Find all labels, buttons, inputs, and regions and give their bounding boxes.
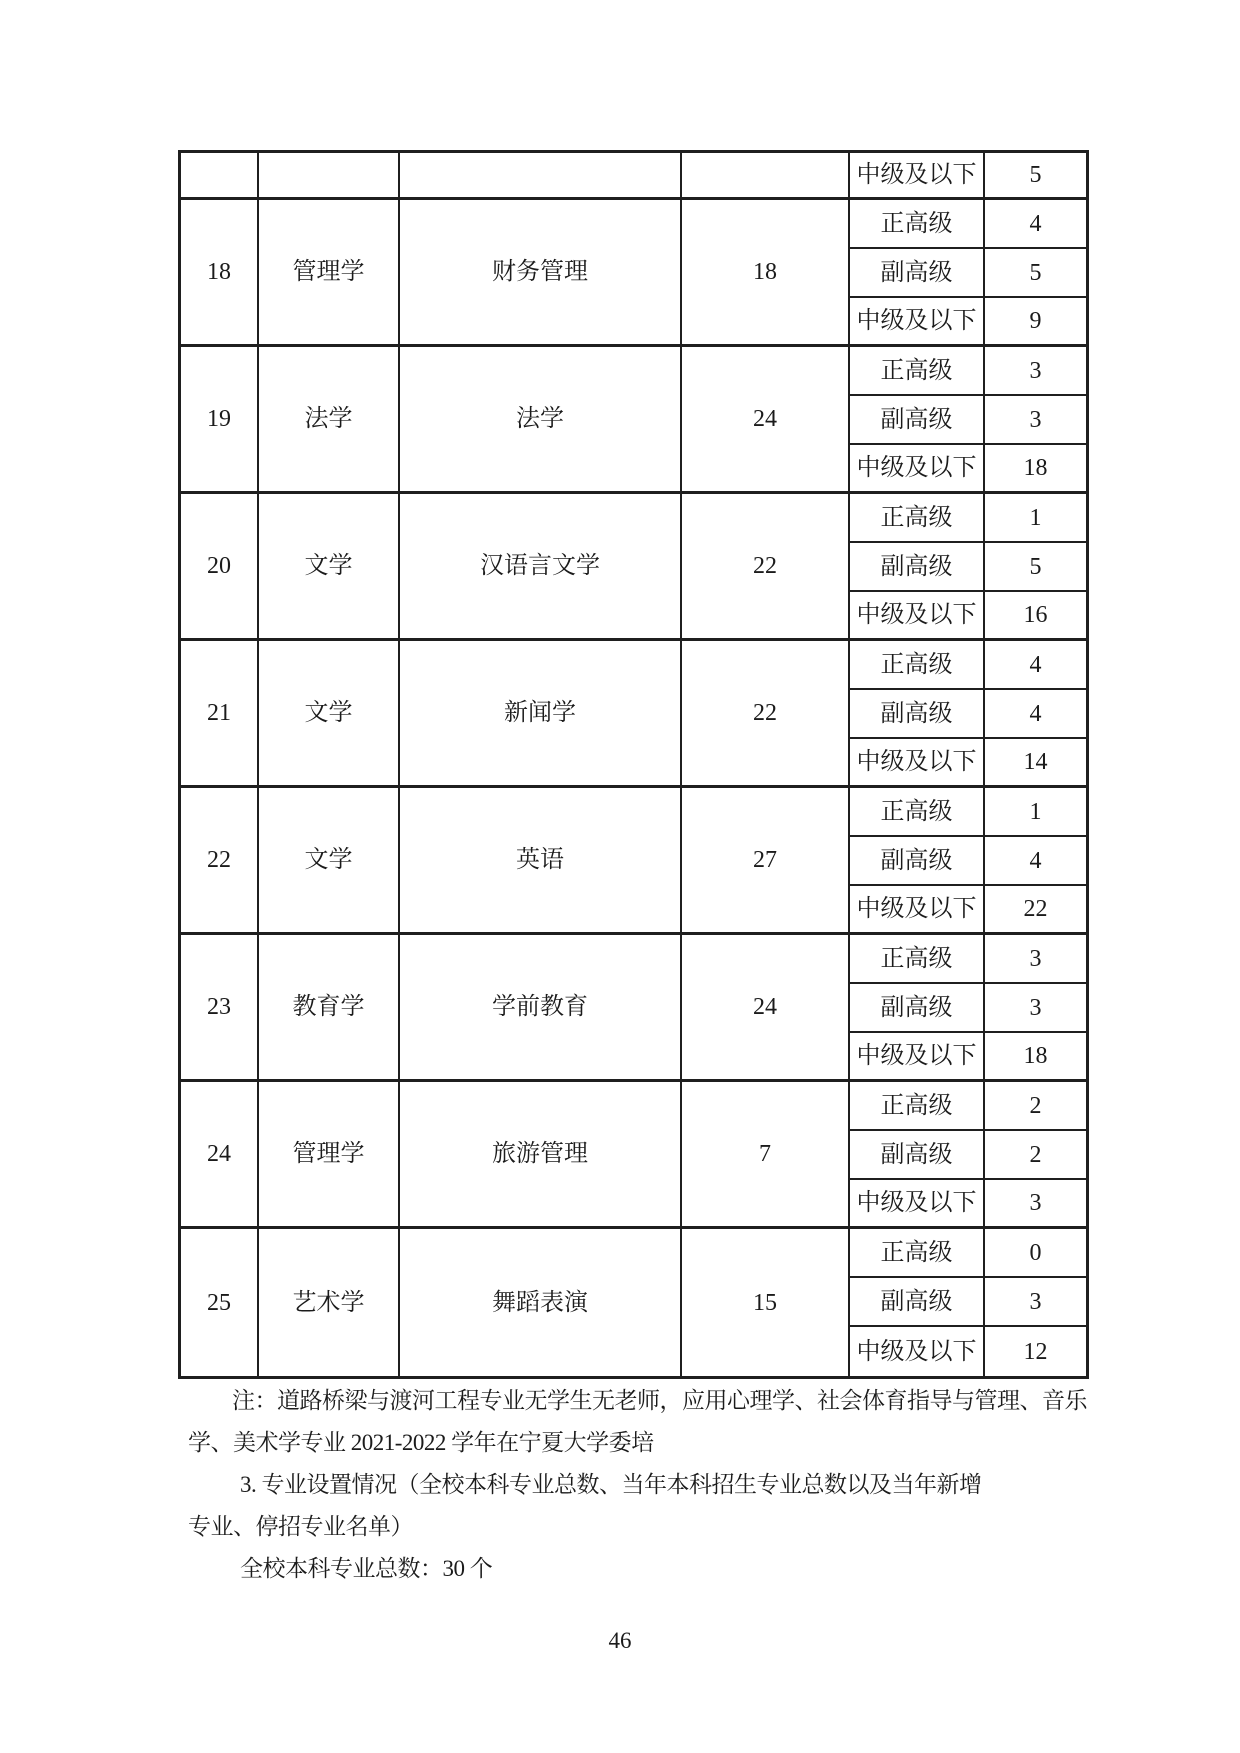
title-count-cell: 22 [985, 886, 1086, 935]
title-level-cell: 正高级 [850, 1229, 985, 1278]
section3-line-1: 3. 专业设置情况（全校本科专业总数、当年本科招生专业总数以及当年新增 [240, 1472, 982, 1497]
student-count-cell: 22 [682, 494, 850, 641]
table-row-number-cell: 19 [181, 347, 259, 494]
major-cell: 旅游管理 [400, 1082, 682, 1229]
student-count-cell: 18 [682, 200, 850, 347]
table-row-number-cell: 21 [181, 641, 259, 788]
table-row-number-cell: 20 [181, 494, 259, 641]
title-level-cell: 正高级 [850, 641, 985, 690]
title-count-cell: 2 [985, 1131, 1086, 1180]
discipline-cell: 法学 [259, 347, 400, 494]
title-count-cell: 3 [985, 347, 1086, 396]
title-level-cell: 副高级 [850, 543, 985, 592]
title-count-cell: 5 [985, 153, 1086, 200]
title-count-cell: 3 [985, 984, 1086, 1033]
title-count-cell: 12 [1023, 1338, 1048, 1365]
student-count-cell: 15 [682, 1229, 850, 1376]
student-count-cell: 27 [682, 788, 850, 935]
discipline-cell: 文学 [259, 494, 400, 641]
title-level-cell: 副高级 [850, 1278, 985, 1327]
title-level-cell: 正高级 [850, 200, 985, 249]
major-cell: 英语 [400, 788, 682, 935]
title-count-cell: 3 [985, 1180, 1086, 1229]
table-row-number-cell: 23 [181, 935, 259, 1082]
title-count-cell: 4 [985, 837, 1086, 886]
discipline-cell: 文学 [259, 641, 400, 788]
table-row-number-cell: 22 [181, 788, 259, 935]
major-cell: 法学 [400, 347, 682, 494]
note-line-1: 注：道路桥梁与渡河工程专业无学生无老师，应用心理学、社会体育指导与管理、音乐 [232, 1388, 1087, 1413]
discipline-cell: 管理学 [259, 200, 400, 347]
page-number: 46 [608, 1628, 632, 1653]
title-level-cell: 中级及以下 [850, 153, 985, 200]
section3-line-2: 专业、停招专业名单） [188, 1514, 413, 1539]
student-count-cell: 24 [682, 347, 850, 494]
carryover-empty-cell [400, 153, 682, 200]
student-count-cell: 22 [682, 641, 850, 788]
discipline-cell: 管理学 [259, 1082, 400, 1229]
major-cell: 新闻学 [400, 641, 682, 788]
discipline-cell: 教育学 [259, 935, 400, 1082]
title-level-cell: 中级及以下 [850, 886, 985, 935]
title-level-cell: 正高级 [850, 347, 985, 396]
title-level-cell: 副高级 [850, 249, 985, 298]
title-level-cell: 中级及以下 [850, 592, 985, 641]
major-cell: 汉语言文学 [400, 494, 682, 641]
title-level-cell: 副高级 [850, 690, 985, 739]
title-count-cell: 18 [985, 445, 1086, 494]
title-level-cell: 中级及以下 [850, 739, 985, 788]
table-row-number-cell: 18 [181, 200, 259, 347]
title-count-cell: 3 [985, 1278, 1086, 1327]
title-level-cell: 中级及以下 [850, 1033, 985, 1082]
title-count-cell: 4 [985, 690, 1086, 739]
major-cell: 舞蹈表演 [400, 1229, 682, 1376]
carryover-empty-cell [181, 153, 259, 200]
title-level-cell: 副高级 [850, 984, 985, 1033]
title-level-cell: 中级及以下 [850, 1180, 985, 1229]
title-count-cell: 2 [985, 1082, 1086, 1131]
table-row-number-cell: 25 [181, 1229, 259, 1376]
title-level-cell: 正高级 [850, 494, 985, 543]
title-count-cell: 1 [985, 494, 1086, 543]
carryover-empty-cell [682, 153, 850, 200]
title-level-cell: 副高级 [850, 396, 985, 445]
title-count-cell: 1 [985, 788, 1086, 837]
discipline-cell: 艺术学 [259, 1229, 400, 1376]
title-count-cell: 5 [985, 543, 1086, 592]
title-level-cell: 中级及以下 [850, 1327, 985, 1376]
student-count-cell: 7 [682, 1082, 850, 1229]
title-count-cell: 5 [985, 249, 1086, 298]
title-count-cell: 18 [985, 1033, 1086, 1082]
title-level-cell: 正高级 [850, 1082, 985, 1131]
major-cell: 学前教育 [400, 935, 682, 1082]
title-count-cell: 4 [985, 641, 1086, 690]
title-level-cell: 副高级 [850, 1131, 985, 1180]
title-level-cell: 中级及以下 [850, 298, 985, 347]
major-cell: 财务管理 [400, 200, 682, 347]
discipline-cell: 文学 [259, 788, 400, 935]
title-count-cell: 9 [985, 298, 1086, 347]
title-count-cell: 14 [985, 739, 1086, 788]
title-count-cell: 0 [985, 1229, 1086, 1278]
staff-table [178, 150, 1089, 1379]
title-level-cell: 中级及以下 [850, 445, 985, 494]
title-level-cell: 副高级 [850, 837, 985, 886]
note-line-2: 学、美术学专业 2021-2022 学年在宁夏大学委培 [188, 1430, 654, 1455]
title-count-cell: 3 [985, 396, 1086, 445]
title-count-cell: 4 [985, 200, 1086, 249]
student-count-cell: 24 [682, 935, 850, 1082]
total-majors-line: 全校本科专业总数：30 个 [240, 1556, 493, 1581]
title-count-cell: 16 [985, 592, 1086, 641]
title-level-cell: 正高级 [850, 935, 985, 984]
table-row-number-cell: 24 [181, 1082, 259, 1229]
title-count-cell: 3 [985, 935, 1086, 984]
title-level-cell: 正高级 [850, 788, 985, 837]
carryover-empty-cell [259, 153, 400, 200]
